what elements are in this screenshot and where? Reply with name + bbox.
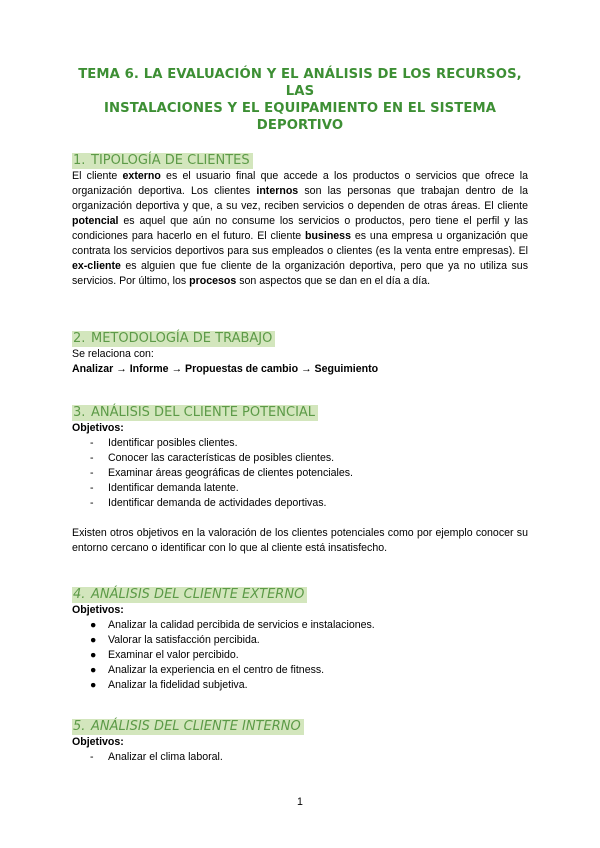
objectives-list [72, 436, 528, 511]
section-paragraph: El cliente externo es el usuario final que accede a los productos o servicios que ofrece la organización deportiva. Los clientes internos son las personas que trabajan dentro de la organización deportiva y que, a su vez, reciben servicios o dependen de otras áreas. El cliente potencial es aquel que aún no consume los servicios o productos, pero tiene el perfil y las condiciones para hacerlo en el futuro. El cliente business es una empresa u organización que contrata los servicios deportivos para sus empleados o clientes (es la venta entre empresas). El ex-cliente es alguien que fue cliente de la organización deportiva, pero que ya no utiliza sus servicios. Por último, los procesos son aspectos que se dan en el día a día. [72, 170, 529, 287]
section-heading [72, 153, 253, 169]
document-page [72, 66, 528, 134]
bullet-marker: ● [90, 679, 97, 691]
section-heading-text: TIPOLOGÍA DE CLIENTES [91, 153, 250, 168]
section-intro: Se relaciona con: [72, 348, 154, 360]
section-number: 2. [73, 331, 86, 346]
section-heading-text: ANÁLISIS DEL CLIENTE EXTERNO [91, 587, 305, 602]
section-cliente-externo [72, 585, 528, 693]
list-item: ● Analizar la calidad percibida de servicios e instalaciones. [90, 619, 375, 631]
section-heading [72, 587, 307, 603]
term-ex-cliente: ex-cliente [72, 260, 121, 272]
objectives-label: Objetivos: [72, 604, 124, 616]
list-item: - Examinar áreas geográficas de clientes potenciales. [90, 467, 353, 479]
dash-marker: - [90, 467, 94, 479]
section-metodologia [72, 329, 528, 377]
objectives-label: Objetivos: [72, 736, 124, 748]
section-tipologia [72, 151, 528, 289]
document-title [72, 66, 528, 134]
section-paragraph: Existen otros objetivos en la valoración de los clientes potenciales como por ejemplo conocer su entorno cercano o identificar con lo que al cliente está insatisfecho. [72, 527, 528, 554]
term-externo: externo [122, 170, 161, 182]
list-item: - Identificar demanda de actividades deportivas. [90, 497, 327, 509]
list-item: ● Valorar la satisfacción percibida. [90, 634, 260, 646]
bullet-marker: ● [90, 634, 97, 646]
section-heading-text: ANÁLISIS DEL CLIENTE INTERNO [91, 719, 301, 734]
bullet-marker: ● [90, 619, 97, 631]
page-number: 1 [297, 796, 303, 808]
dash-marker: - [90, 452, 94, 464]
workflow-sequence: Analizar → Informe → Propuestas de cambio → Seguimiento [72, 363, 379, 375]
title-line: INSTALACIONES Y EL EQUIPAMIENTO EN EL SISTEMA [103, 101, 497, 116]
section-cliente-potencial [72, 403, 528, 556]
list-item: - Conocer las características de posibles clientes. [90, 452, 335, 464]
list-item: - Identificar posibles clientes. [90, 437, 238, 449]
list-item: ● Examinar el valor percibido. [90, 649, 239, 661]
objectives-label: Objetivos: [72, 422, 124, 434]
section-heading [72, 719, 304, 735]
term-potencial: potencial [72, 215, 119, 227]
dash-marker: - [90, 437, 94, 449]
section-number: 4. [73, 587, 86, 602]
section-number: 1. [73, 153, 86, 168]
dash-marker: - [90, 751, 94, 763]
section-heading-text: METODOLOGÍA DE TRABAJO [91, 331, 273, 346]
term-procesos: procesos [189, 275, 237, 287]
objectives-list [72, 618, 528, 693]
objectives-list [72, 750, 528, 765]
bullet-marker: ● [90, 664, 97, 676]
list-item: - Identificar demanda latente. [90, 482, 239, 494]
term-business: business [305, 230, 351, 242]
dash-marker: - [90, 482, 94, 494]
title-line: DEPORTIVO [256, 118, 344, 133]
section-heading [72, 331, 275, 347]
section-cliente-interno [72, 717, 528, 765]
term-internos: internos [256, 185, 299, 197]
section-number: 5. [73, 719, 86, 734]
bullet-marker: ● [90, 649, 97, 661]
list-item: - Analizar el clima laboral. [90, 751, 223, 763]
list-item: ● Analizar la fidelidad subjetiva. [90, 679, 248, 691]
title-line: TEMA 6. LA EVALUACIÓN Y EL ANÁLISIS DE LOS RECURSOS, LAS [78, 67, 522, 99]
list-item: ● Analizar la experiencia en el centro de fitness. [90, 664, 325, 676]
section-heading [72, 405, 318, 421]
section-heading-text: ANÁLISIS DEL CLIENTE POTENCIAL [91, 405, 316, 420]
section-number: 3. [73, 405, 86, 420]
dash-marker: - [90, 497, 94, 509]
